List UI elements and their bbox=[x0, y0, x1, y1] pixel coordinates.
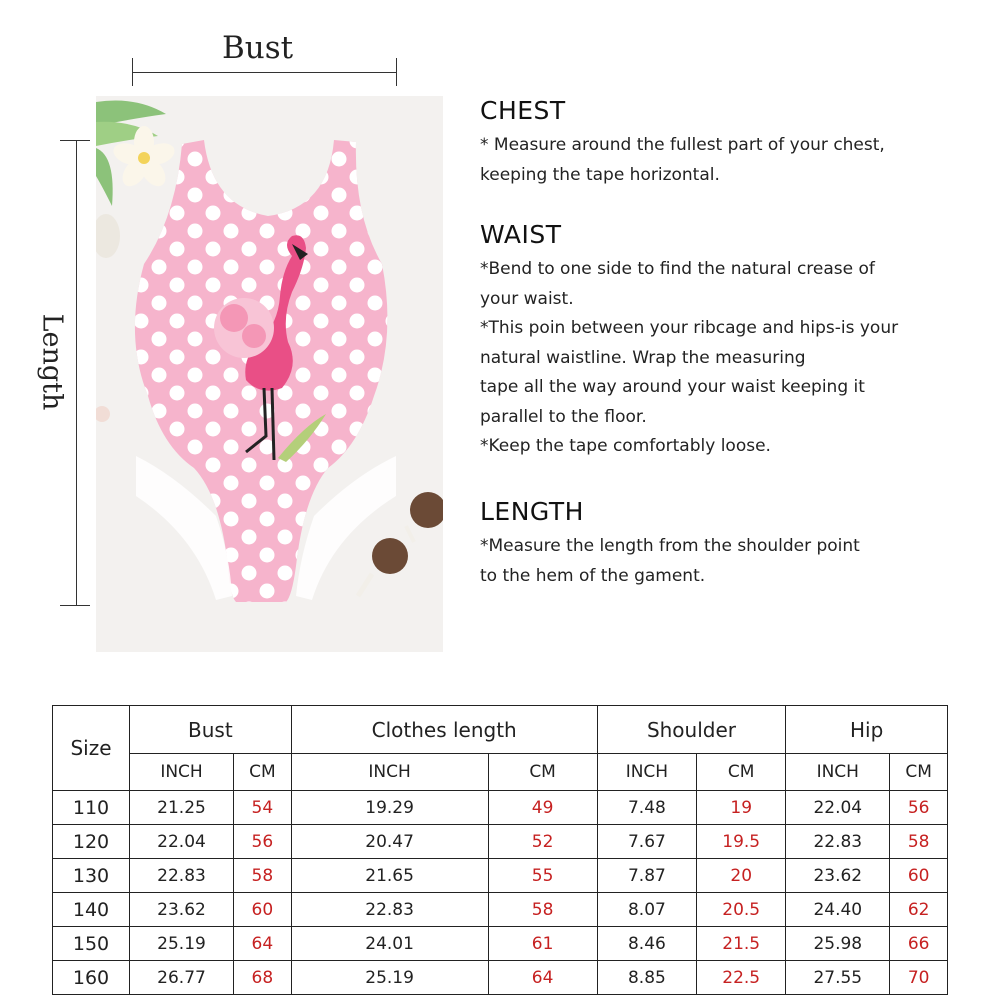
length-cm-header: CM bbox=[488, 754, 597, 791]
bust-inch-cell: 26.77 bbox=[130, 961, 234, 995]
hip-cm-cell: 66 bbox=[890, 927, 948, 961]
seashell bbox=[96, 214, 120, 258]
length-line-2: to the hem of the gament. bbox=[480, 565, 706, 586]
shoulder-inch-cell: 7.87 bbox=[597, 859, 696, 893]
waist-line-5: tape all the way around your waist keeping it bbox=[480, 377, 865, 397]
length-cm-cell: 55 bbox=[488, 859, 597, 893]
length-inch-header: INCH bbox=[291, 754, 488, 791]
length-cm-cell: 64 bbox=[488, 961, 597, 995]
table-row bbox=[53, 791, 948, 825]
table-row bbox=[53, 859, 948, 893]
shoulder-inch-header: INCH bbox=[597, 754, 696, 791]
chest-heading: CHEST bbox=[480, 96, 566, 125]
bust-inch-cell: 22.83 bbox=[130, 859, 234, 893]
waist-line-2: your waist. bbox=[480, 288, 574, 309]
chest-instructions bbox=[480, 96, 990, 190]
clothes-length-group-header: Clothes length bbox=[291, 706, 597, 754]
length-cm-cell: 52 bbox=[488, 825, 597, 859]
length-cm-cell: 61 bbox=[488, 927, 597, 961]
waist-line-3: *This poin between your ribcage and hips-is your bbox=[480, 318, 899, 338]
hip-cm-cell: 70 bbox=[890, 961, 948, 995]
length-cm-cell: 49 bbox=[488, 791, 597, 825]
waist-line-1: *Bend to one side to find the natural crease of bbox=[480, 259, 875, 279]
shoulder-cm-cell: 20 bbox=[697, 859, 786, 893]
shoulder-cm-cell: 21.5 bbox=[697, 927, 786, 961]
size-cell: 160 bbox=[53, 961, 130, 995]
hip-cm-cell: 56 bbox=[890, 791, 948, 825]
shoulder-cm-cell: 19 bbox=[697, 791, 786, 825]
bust-cm-cell: 58 bbox=[234, 859, 292, 893]
length-dimension-line bbox=[76, 140, 77, 605]
hip-group-header: Hip bbox=[786, 706, 948, 754]
length-line-1: *Measure the length from the shoulder point bbox=[480, 536, 860, 556]
bust-dimension-line bbox=[132, 72, 396, 73]
table-row bbox=[53, 825, 948, 859]
shoulder-group-header: Shoulder bbox=[597, 706, 786, 754]
bust-group-header: Bust bbox=[130, 706, 292, 754]
shoulder-inch-cell: 7.48 bbox=[597, 791, 696, 825]
size-cell: 120 bbox=[53, 825, 130, 859]
length-inch-cell: 22.83 bbox=[291, 893, 488, 927]
shoulder-cm-cell: 19.5 bbox=[697, 825, 786, 859]
hip-cm-cell: 62 bbox=[890, 893, 948, 927]
length-dimension-cap-top bbox=[60, 140, 90, 141]
hip-inch-cell: 22.83 bbox=[786, 825, 890, 859]
size-cell: 150 bbox=[53, 927, 130, 961]
hip-inch-cell: 27.55 bbox=[786, 961, 890, 995]
length-heading: LENGTH bbox=[480, 497, 584, 526]
hip-inch-cell: 22.04 bbox=[786, 791, 890, 825]
bust-cm-header: CM bbox=[234, 754, 292, 791]
table-row bbox=[53, 893, 948, 927]
length-inch-cell: 24.01 bbox=[291, 927, 488, 961]
product-photo bbox=[96, 96, 443, 652]
chest-line-2: keeping the tape horizontal. bbox=[480, 164, 720, 185]
hip-cm-header: CM bbox=[890, 754, 948, 791]
bust-inch-cell: 22.04 bbox=[130, 825, 234, 859]
length-cm-cell: 58 bbox=[488, 893, 597, 927]
length-dimension-cap-bottom bbox=[60, 605, 90, 606]
length-instructions bbox=[480, 497, 990, 591]
length-inch-cell: 20.47 bbox=[291, 825, 488, 859]
size-cell: 140 bbox=[53, 893, 130, 927]
bust-cm-cell: 68 bbox=[234, 961, 292, 995]
size-cell: 130 bbox=[53, 859, 130, 893]
shoulder-cm-cell: 20.5 bbox=[697, 893, 786, 927]
shoulder-inch-cell: 8.07 bbox=[597, 893, 696, 927]
bust-cm-cell: 64 bbox=[234, 927, 292, 961]
hip-cm-cell: 58 bbox=[890, 825, 948, 859]
bust-dimension-cap-right bbox=[396, 58, 397, 86]
bust-cm-cell: 56 bbox=[234, 825, 292, 859]
flamingo-swimsuit-illustration bbox=[96, 96, 443, 652]
bust-dimension-cap-left bbox=[132, 58, 133, 86]
waist-line-4: natural waistline. Wrap the measuring bbox=[480, 347, 806, 368]
length-inch-cell: 19.29 bbox=[291, 791, 488, 825]
length-inch-cell: 25.19 bbox=[291, 961, 488, 995]
bust-inch-cell: 21.25 bbox=[130, 791, 234, 825]
chest-line-1: * Measure around the fullest part of your chest, bbox=[480, 135, 885, 155]
size-column-header: Size bbox=[53, 706, 130, 791]
shoulder-inch-cell: 8.85 bbox=[597, 961, 696, 995]
bust-inch-header: INCH bbox=[130, 754, 234, 791]
hip-inch-cell: 24.40 bbox=[786, 893, 890, 927]
table-row bbox=[53, 961, 948, 995]
shoulder-inch-cell: 7.67 bbox=[597, 825, 696, 859]
shoulder-cm-header: CM bbox=[697, 754, 786, 791]
bust-inch-cell: 23.62 bbox=[130, 893, 234, 927]
waist-heading: WAIST bbox=[480, 220, 562, 249]
bust-dimension-label: Bust bbox=[222, 30, 294, 66]
bust-cm-cell: 60 bbox=[234, 893, 292, 927]
bust-cm-cell: 54 bbox=[234, 791, 292, 825]
table-row bbox=[53, 927, 948, 961]
shoulder-cm-cell: 22.5 bbox=[697, 961, 786, 995]
hip-inch-header: INCH bbox=[786, 754, 890, 791]
length-dimension-label: Length bbox=[36, 313, 68, 411]
waist-instructions bbox=[480, 220, 990, 462]
size-chart-table bbox=[52, 705, 948, 995]
waist-line-7: *Keep the tape comfortably loose. bbox=[480, 436, 771, 456]
hip-cm-cell: 60 bbox=[890, 859, 948, 893]
size-cell: 110 bbox=[53, 791, 130, 825]
length-inch-cell: 21.65 bbox=[291, 859, 488, 893]
waist-line-6: parallel to the floor. bbox=[480, 406, 647, 427]
hip-inch-cell: 25.98 bbox=[786, 927, 890, 961]
bust-inch-cell: 25.19 bbox=[130, 927, 234, 961]
shoulder-inch-cell: 8.46 bbox=[597, 927, 696, 961]
pebble bbox=[96, 406, 110, 422]
hip-inch-cell: 23.62 bbox=[786, 859, 890, 893]
